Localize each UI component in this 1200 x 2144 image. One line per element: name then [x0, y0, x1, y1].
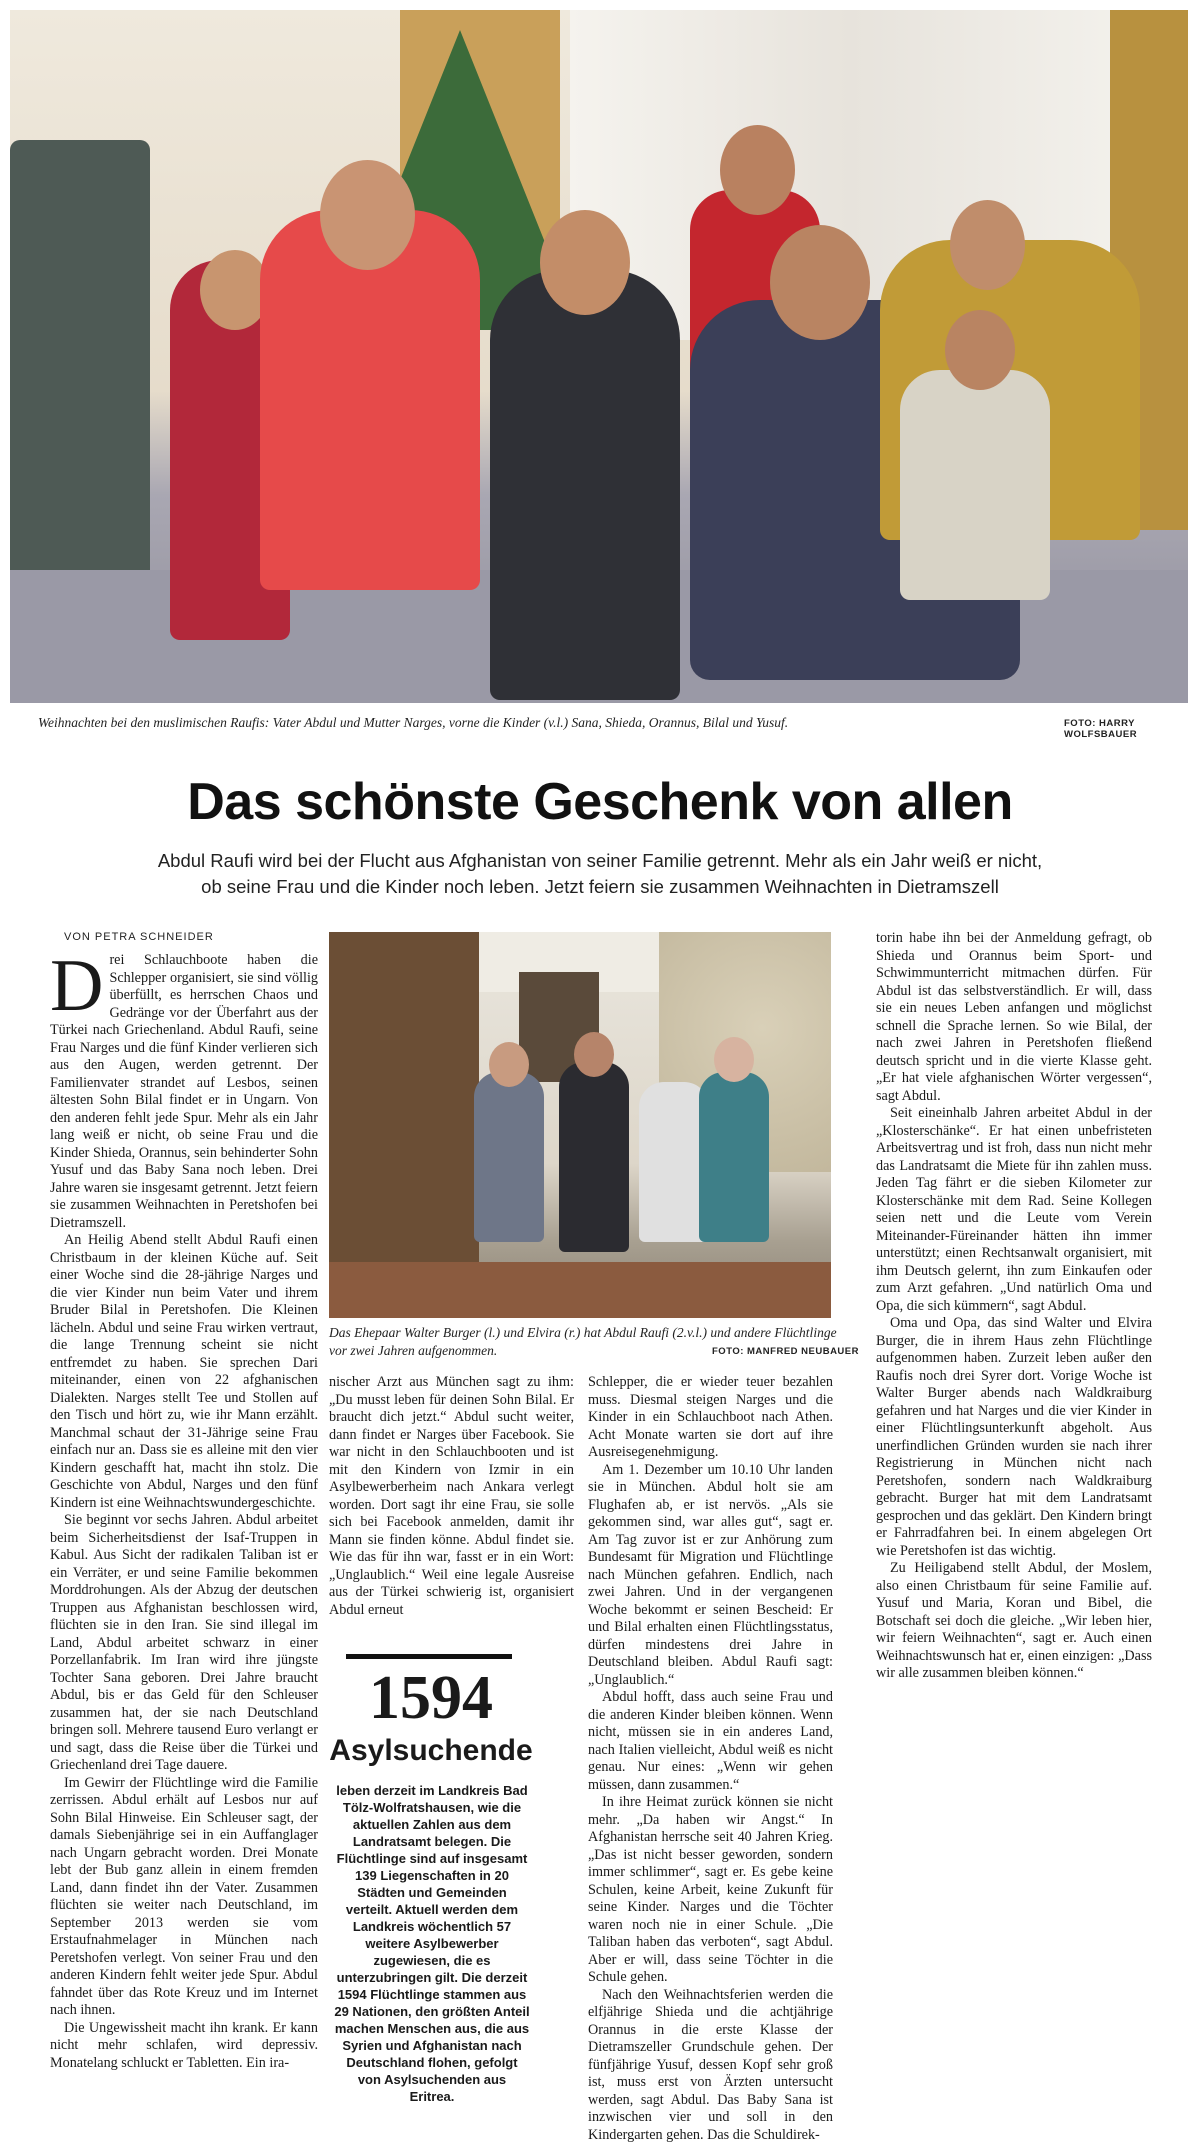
article-column-4 [876, 930, 1152, 1683]
main-photo-caption: Weihnachten bei den muslimischen Raufis: Vater Abdul und Mutter Narges, vorne die Kinder (v.l.) Sana, Shieda, Orannus, Bilal und Yusuf. [38, 715, 938, 731]
paragraph: Sie beginnt vor sechs Jahren. Abdul arbeitet beim Sicherheitsdienst der Isaf-Truppen in Kabul. Aus Sicht der radikalen Taliban ist er ein Verräter, er und seine Familie bekommen Morddrohungen. Als der Abzug der deutschen Truppen aus Afghanistan beschlossen wird, flüchten sie in den Iran. Sie sind illegal im Land, Abdul arbeitet schwarz in einer Porzellanfabrik. Im Iran wird ihre jüngste Tochter Sana geboren. Drei Jahre braucht Abdul, bis er das Geld für den Schleuser zusammen hat, der sie nach Deutschland bringen soll. Mehrere tausend Euro verlangt er und sagt, dass die Reise über die Türkei und Griechenland drei Tage dauere. [50, 1512, 318, 1775]
main-photo-credit: FOTO: HARRY WOLFSBAUER [1064, 718, 1200, 740]
infobox-rule [346, 1654, 512, 1659]
byline: VON PETRA SCHNEIDER [64, 931, 214, 943]
second-photo-credit: FOTO: MANFRED NEUBAUER [712, 1346, 859, 1357]
paragraph: nischer Arzt aus München sagt zu ihm: „Du musst leben für deinen Sohn Bilal. Er braucht dich jetzt.“ Abdul sucht weiter, dann findet er Narges über Facebook. Sie war nicht in den Schlauchbooten und ist mit den Kindern von Izmir in ein Asylbewerberheim nach Ankara verlegt worden. Dort sagt ihr eine Frau, sie solle sich bei Facebook anmelden, damit ihr Mann sie finden könne. Abdul findet sie. Wie das für ihn war, fasst er in ein Wort: „Unglaublich.“ Weil eine legale Ausreise aus der Türkei schwierig ist, organisiert Abdul erneut [329, 1374, 574, 1619]
article-column-1 [50, 952, 318, 2072]
second-photo-caption-text: Das Ehepaar Walter Burger (l.) und Elvira (r.) hat Abdul Raufi (2.v.l.) und andere Flüchtlinge vor zwei Jahren aufgenommen. [329, 1325, 837, 1358]
article-column-2 [329, 1374, 574, 1619]
paragraph: Oma und Opa, das sind Walter und Elvira Burger, die in ihrem Haus zehn Flüchtlinge aufgenommen haben. Zurzeit leben außer den Raufis noch drei Syrer dort. Vorige Woche ist Walter Burger abends nach Waldkraiburg gefahren und hat Narges und die vier Kinder in einer Flüchtlingsunterkunft abgeholt. Aus unerfindlichen Gründen wurden sie nach ihrer Registrierung in München nicht nach Peretshofen, sondern nach Waldkraiburg gebracht. Burger hat mit dem Landratsamt gesprochen und das geklärt. Den Kindern bringt er Fahrradfahren bei. In einem abgelegen Ort wie Peretshofen ist das wichtig. [876, 1315, 1152, 1560]
paragraph: Die Ungewissheit macht ihn krank. Er kann nicht mehr schlafen, wird depressiv. Monatelang schluckt er Tabletten. Ein ira- [50, 2020, 318, 2073]
infobox-label: Asylsuchende [320, 1734, 542, 1768]
paragraph: An Heilig Abend stellt Abdul Raufi einen Christbaum in der kleinen Küche auf. Seit einer Woche sind die 28-jährige Narges und die vier Kinder nun beim Vater und ihrem Bruder Bilal in Peretshofen. Die Kleinen lächeln. Abdul und seine Frau wirken vertraut, die lange Trennung scheint sie nicht entfremdet zu haben. Sie sprechen Dari miteinander, einen von 22 afghanischen Dialekten. Narges stellt Tee und Stollen auf den Tisch und hört zu, wie ihr Mann erzählt. Manchmal schaut der 31-Jährige seine Frau einfach nur an. Dass sie es alleine mit den vier Kindern geschafft hat, macht ihn stolz. Die Geschichte von Abdul, Narges und den fünf Kindern ist eine Weihnachtswundergeschichte. [50, 1232, 318, 1512]
second-photo [329, 932, 831, 1318]
infobox-number: 1594 [320, 1662, 542, 1734]
paragraph: rei Schlauchboote haben die Schlepper organisiert, sie sind völlig überfüllt, es herrschen Chaos und Gedränge vor der Überfahrt aus der Türkei nach Griechenland. Abdul Raufi, seine Frau Narges und die fünf Kinder verlieren sich aus den Augen, werden getrennt. Der Familienvater strandet auf Lesbos, seinen ältesten Sohn Bilal findet er in Ungarn. Von den anderen fehlt jede Spur. Mehr als ein Jahr lang weiß er nicht, ob seine Frau und die Kinder Shieda, Orannus, sein behinderter Sohn Yusuf und das Baby Sana noch leben. Drei Jahre waren sie insgesamt getrennt. Jetzt feiern sie zusammen Weihnachten in Peretshofen bei Dietramszell. [50, 952, 318, 1231]
paragraph: Abdul hofft, dass auch seine Frau und die anderen Kinder bleiben können. Wenn nicht, müssen sie in ein anderes Land, nach Italien vielleicht, Abdul weiß es nicht genau. Nur eines: „Wenn wir gehen müssen, dann zusammen.“ [588, 1689, 833, 1794]
paragraph: torin habe ihn bei der Anmeldung gefragt, ob Shieda und Orannus beim Sport- und Schwimmunterricht mitmachen dürfen. Für Abdul ist das selbstverständlich. Er will, dass sie ein neues Leben anfangen und möglichst schnell die Sprache lernen. So wie Bilal, der nach zwei Jahren in Peretshofen fließend deutsch spricht und in die vierte Klasse geht. „Er hat viele afghanischen Wörter vergessen“, sagt Abdul. [876, 930, 1152, 1105]
paragraph: Am 1. Dezember um 10.10 Uhr landen sie in München. Abdul holt sie am Flughafen ab, er ist nervös. „Als sie gekommen sind, war alles gut“, sagt er. Am Tag zuvor ist er zur Anhörung zum Bundesamt für Migration und Flüchtlinge nach München gefahren. Endlich, nach zwei Jahren. Und in der vergangenen Woche bekommt er seinen Bescheid: Er und Bilal erhalten einen Flüchtlingsstatus, dürfen mindestens drei Jahre in Deutschland bleiben. Abdul Raufi sagt: „Unglaublich.“ [588, 1462, 833, 1690]
paragraph: Zu Heiligabend stellt Abdul, der Moslem, also einen Christbaum für seine Familie auf. Yusuf und Maria, Koran und Bibel, die Botschaft sei doch die gleiche. „Wir leben hier, wir feiern Weihnachten“, sagt er. Auch einen Weihnachtswunsch hat er, einen einzigen: „Dass wir alle zusammen bleiben können.“ [876, 1560, 1152, 1683]
paragraph: Nach den Weihnachtsferien werden die elfjährige Shieda und die achtjährige Orannus in die erste Klasse der Dietramszeller Grundschule gehen. Der fünfjährige Yusuf, dessen Kopf sehr groß ist, muss erst von Ärzten untersucht werden, sagt Abdul. Das Baby Sana ist inzwischen vier und soll in den Kindergarten gehen. Das die Schuldirek- [588, 1987, 833, 2144]
paragraph: Im Gewirr der Flüchtlinge wird die Familie zerrissen. Abdul erhält auf Lesbos nur auf Sohn Bilal Hinweise. Ein Schleuser sagt, der damals Siebenjährige sei in ein Auffanglager nach Ungarn gebracht worden. Drei Monate lebt der Bub ganz allein in einem fremden Land, dann findet ihn der Vater. Zusammen flüchten sie weiter nach Deutschland, im September 2013 werden sie vom Erstaufnahmelager in München nach Peretshofen verlegt. Von seiner Frau und den anderen Kindern fehlt weiter jede Spur. Abdul fahndet über das Rote Kreuz und im Internet nach ihnen. [50, 1775, 318, 2020]
headline: Das schönste Geschenk von allen [0, 772, 1200, 832]
paragraph: Schlepper, die er wieder teuer bezahlen muss. Diesmal steigen Narges und die Kinder in ein Schlauchboot nach Athen. Acht Monate warten sie dort auf ihre Ausreisegenehmigung. [588, 1374, 833, 1462]
drop-cap: D [50, 956, 103, 1016]
paragraph: In ihre Heimat zurück können sie nicht mehr. „Da haben wir Angst.“ In Afghanistan herrsche seit 40 Jahren Krieg. „Das ist nicht besser geworden, sondern immer schlimmer“, sagt er. Es gebe keine Schulen, keine Arbeit, keine Zukunft für seine Kinder. Narges und die Töchter waren noch nie in einer Schule. „Die Taliban haben das verboten“, sagt Abdul. Aber er will, dass seine Töchter in die Schule gehen. [588, 1794, 833, 1987]
main-photo [10, 10, 1188, 703]
subheadline: Abdul Raufi wird bei der Flucht aus Afghanistan von seiner Familie getrennt. Mehr als ein Jahr weiß er nicht, ob seine Frau und die Kinder noch leben. Jetzt feiern sie zusammen Weihnachten in Dietramszell [150, 848, 1050, 900]
infobox-text: leben derzeit im Landkreis Bad Tölz-Wolfratshausen, wie die aktuellen Zahlen aus dem Landratsamt belegen. Die Flüchtlinge sind auf insgesamt 139 Liegenschaften in 20 Städten und Gemeinden verteilt. Aktuell werden dem Landkreis wöchentlich 57 weitere Asylbewerber zugewiesen, die es unterzubringen gilt. Die derzeit 1594 Flüchtlinge stammen aus 29 Nationen, den größten Anteil machen Menschen aus, die aus Syrien und Afghanistan nach Deutschland flohen, gefolgt von Asylsuchenden aus Eritrea. [334, 1782, 530, 2105]
paragraph: Seit eineinhalb Jahren arbeitet Abdul in der „Klosterschänke“. Er hat einen unbefristeten Arbeitsvertrag und ist froh, dass nun nicht mehr das Landratsamt die Miete für ihn zahlen muss. Jeden Tag fährt er die sieben Kilometer zur Klosterschänke mit dem Rad. Seine Kollegen seien nett und die Leute vom Verein Miteinander-Füreinander hätten ihn immer unterstützt; einen Rechtsanwalt organisiert, mit ihm Deutsch gelernt, ihn zum Einkaufen oder zum Arzt gefahren. „Und natürlich Oma und Opa, die sich kümmern“, sagt Abdul. [876, 1105, 1152, 1315]
article-column-3 [588, 1374, 833, 2144]
